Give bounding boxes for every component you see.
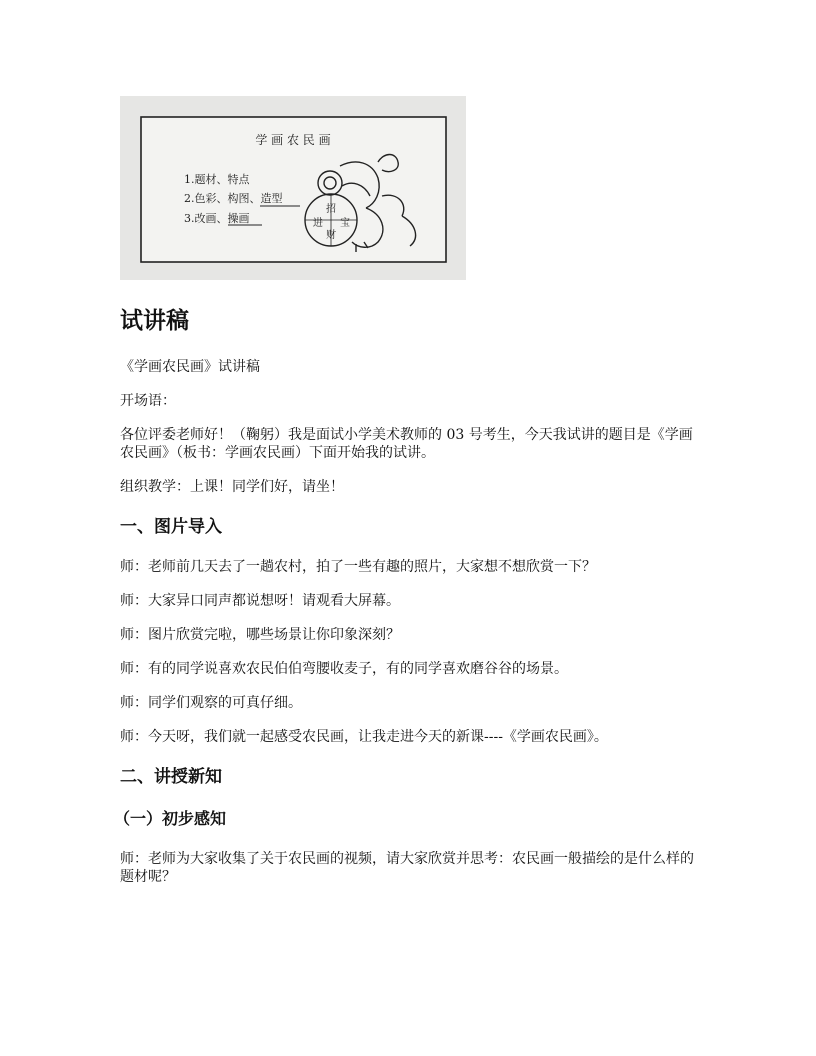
coin-char-bottom: 财 [326,230,336,241]
blackboard-sketch-photo [120,96,466,280]
coin-char-top: 招 [326,204,336,215]
section-heading-2: 二、讲授新知 [120,767,222,787]
sketch-line-2: 2.色彩、构图、造型 [184,192,283,205]
organize-paragraph: 组织教学：上课！同学们好，请坐！ [120,479,344,495]
document-title: 试讲稿 [120,308,189,334]
section2-paragraph: 师：老师为大家收集了关于农民画的视频，请大家欣赏并思考：农民画一般描绘的是什么样的题材呢？ [120,851,694,885]
coin-drawing [305,194,357,246]
section1-paragraph: 师：图片欣赏完啦，哪些场景让你印象深刻？ [120,627,400,643]
section1-paragraph: 师：有的同学说喜欢农民伯伯弯腰收麦子，有的同学喜欢磨谷谷的场景。 [120,661,568,677]
sketch-line-3: 3.改画、操画 [184,212,250,225]
sketch-heading: 学 画 农 民 画 [255,133,331,147]
document-page [114,96,700,886]
section1-paragraph: 师：大家异口同声都说想呀！请观看大屏幕。 [120,593,400,609]
section-heading-1: 一、图片导入 [120,517,222,537]
document-subtitle: 《学画农民画》试讲稿 [120,359,260,375]
section1-paragraph: 师：今天呀，我们就一起感受农民画，让我走进今天的新课----《学画农民画》。 [120,729,608,745]
subsection-heading: （一）初步感知 [114,809,227,828]
section1-paragraph: 师：老师前几天去了一趟农村，拍了一些有趣的照片，大家想不想欣赏一下？ [120,559,596,575]
section1-paragraph: 师：同学们观察的可真仔细。 [120,695,302,711]
coin-char-left: 进 [313,218,323,229]
opening-paragraph: 各位评委老师好！（鞠躬）我是面试小学美术教师的 03 号考生，今天我试讲的题目是《学画农民画》（板书：学画农民画）下面开始我的试讲。 [120,427,693,461]
blackboard-sketch-drawing [120,96,466,280]
sketch-line-1: 1.题材、特点 [184,173,250,186]
opening-label: 开场语： [120,393,176,409]
coin-char-right: 宝 [340,218,350,229]
